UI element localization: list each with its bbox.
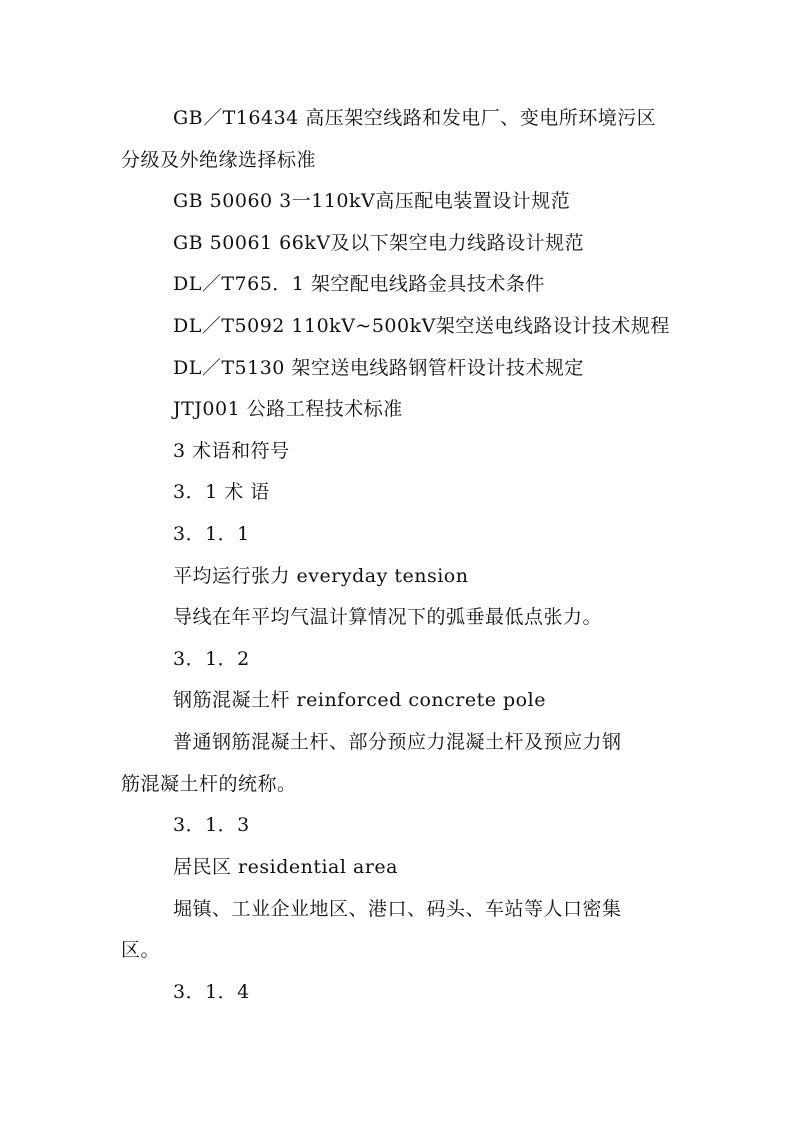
reference-gb16434-continued: 分级及外绝缘选择标准	[121, 149, 317, 171]
term-definition: 堀镇、工业企业地区、港口、码头、车站等人口密集	[173, 898, 622, 920]
term-definition: 导线在年平均气温计算情况下的弧垂最低点张力。	[173, 606, 603, 628]
term-title: 平均运行张力 everyday tension	[173, 565, 469, 587]
reference-dl765: DL／T765．1 架空配电线路金具技术条件	[173, 273, 545, 295]
term-definition: 普通钢筋混凝土杆、部分预应力混凝土杆及预应力钢	[173, 731, 622, 753]
reference-dl5092: DL／T5092 110kV~500kV架空送电线路设计技术规程	[173, 315, 670, 337]
clause-number: 3．1．1	[173, 523, 250, 545]
clause-number: 3．1．4	[173, 981, 250, 1003]
term-title: 居民区 residential area	[173, 856, 398, 878]
clause-number: 3．1．3	[173, 814, 250, 836]
subsection-heading: 3．1 术 语	[173, 481, 270, 503]
reference-gb50061: GB 50061 66kV及以下架空电力线路设计规范	[173, 232, 585, 254]
term-definition-continued: 区。	[121, 939, 161, 961]
reference-gb16434: GB／T16434 高压架空线路和发电厂、变电所环境污区	[173, 107, 657, 129]
term-definition-continued: 筋混凝土杆的统称。	[121, 773, 297, 795]
term-title: 钢筋混凝土杆 reinforced concrete pole	[173, 689, 546, 711]
section-heading: 3 术语和符号	[173, 440, 290, 462]
reference-jtj001: JTJ001 公路工程技术标准	[173, 398, 403, 420]
reference-gb50060: GB 50060 3一110kV高压配电装置设计规范	[173, 190, 571, 212]
reference-dl5130: DL／T5130 架空送电线路钢管杆设计技术规定	[173, 357, 584, 379]
clause-number: 3．1．2	[173, 648, 250, 670]
